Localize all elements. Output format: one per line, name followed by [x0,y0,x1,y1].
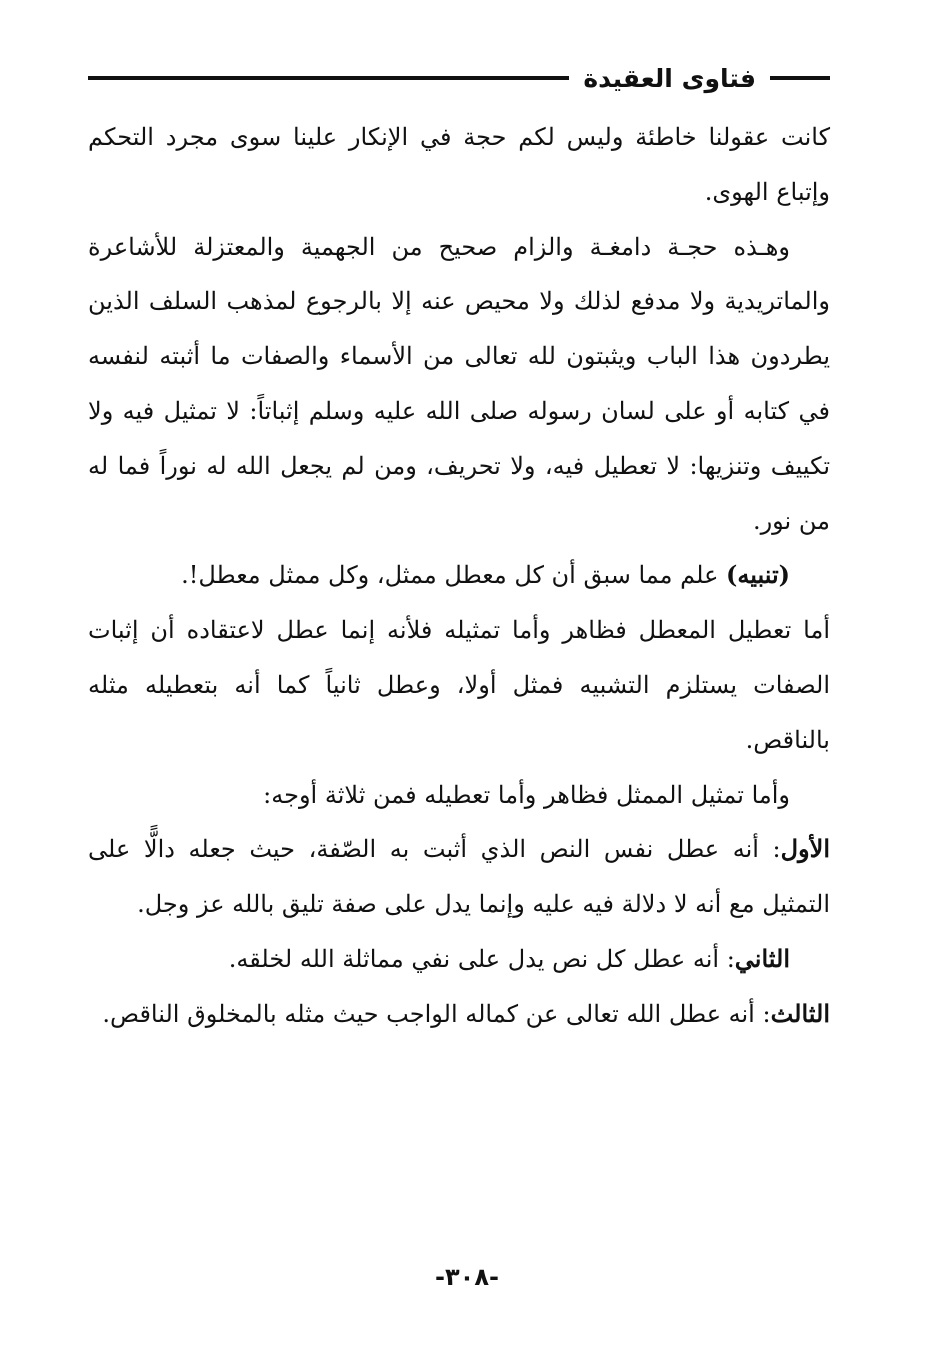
paragraph-aspect-third [88,987,830,1042]
paragraph-text: وهـذه حجـة دامغـة والزام صحيح من الجهمية والمعتزلة للأشاعرة والماتريدية ولا مدفع لذلك ولا محيص عنه إلا بالرجوع لمذهب السلف الذين يطردون هذا الباب ويثبتون لله تعالى من الأسماء والصفات ما أثبته لنفسه في كتابه أو على لسان رسوله صلى الله عليه وسلم إثباتاً: لا تمثيل فيه ولا تكييف وتنزيها: لا تعطيل فيه، ولا تحريف، ومن لم يجعل الله له نوراً فما له من نور. [88,232,830,535]
header-rule-short [770,76,830,80]
aspect-lead: الثالث [770,998,830,1028]
paragraph-aspect-second [88,932,830,987]
paragraph-text: : أنه عطل الله تعالى عن كماله الواجب حيث مثله بالمخلوق الناقص. [102,999,771,1028]
paragraph-text: علم مما سبق أن كل معطل ممثل، وكل ممثل معطل!. [181,561,727,590]
page-number: -٣٠٨- [435,1263,499,1291]
note-lead: (تنبيه) [726,560,790,590]
paragraph-note [88,548,830,603]
running-header-title: فتاوى العقيدة [583,63,756,93]
running-header [88,58,830,98]
body-text [88,110,830,1042]
paragraph-argument [88,220,830,549]
paragraph-aspect-first [88,822,830,932]
paragraph-text: أما تعطيل المعطل فظاهر وأما تمثيله فلأنه إنما عطل لاعتقاده أن إثبات الصفات يستلزم التشبيه فمثل أولا، وعطل ثانياً كما أنه بتعطيله مثله بالناقص. [88,616,830,754]
paragraph-continuation [88,110,830,220]
aspect-lead: الثاني [734,943,790,973]
paragraph-text: : أنه عطل نفس النص الذي أثبت به الصّفة، حيث جعله دالًّا على التمثيل مع أنه لا دلالة فيه عليه وإنما يدل على صفة تليق بالله عز وجل. [88,835,830,919]
paragraph-text: وأما تمثيل الممثل فظاهر وأما تعطيله فمن ثلاثة أوجه: [263,780,790,809]
aspect-lead: الأول [780,834,830,864]
paragraph-text: : أنه عطل كل نص يدل على نفي مماثلة الله لخلقه. [228,944,735,973]
paragraph-text: كانت عقولنا خاطئة وليس لكم حجة في الإنكار علينا سوى مجرد التحكم وإتباع الهوى. [88,123,830,206]
paragraph-explanation [88,603,830,767]
paragraph-intro-aspects [88,768,830,823]
header-rule-long [88,76,569,80]
